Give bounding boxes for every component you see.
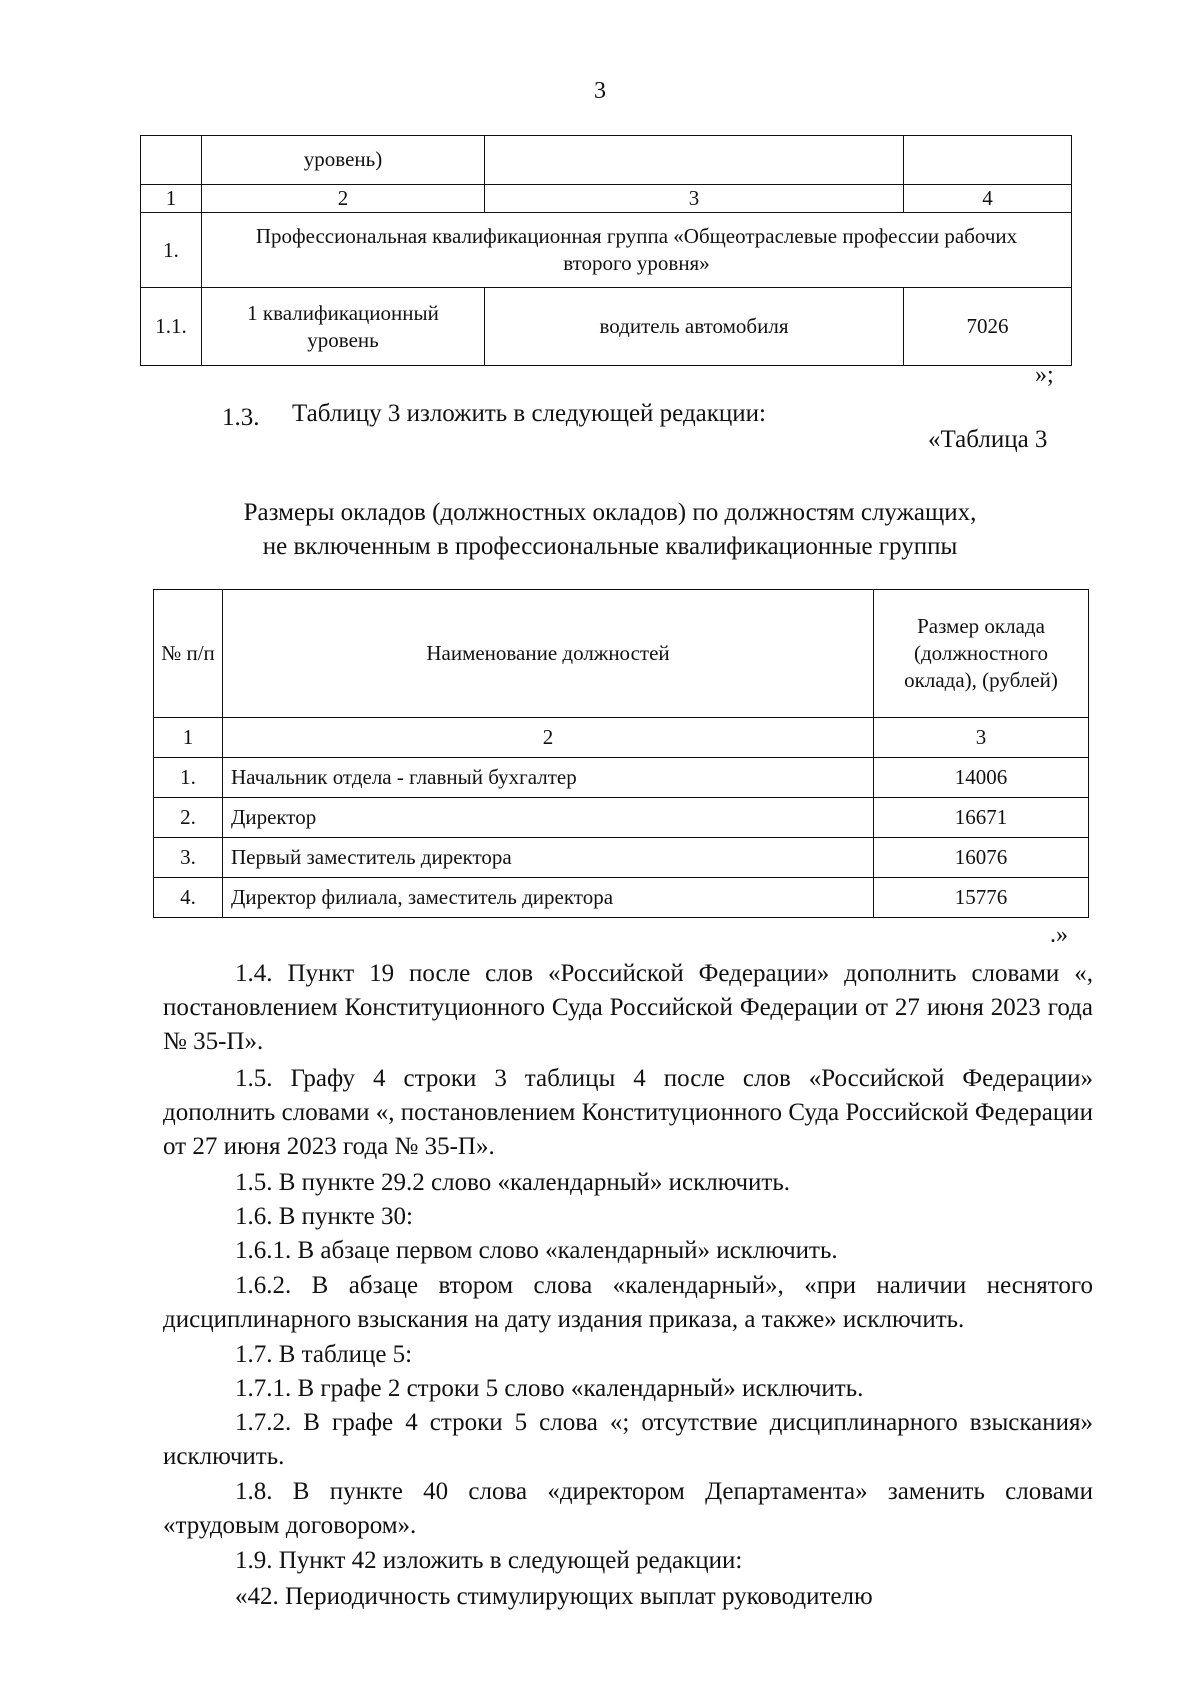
paragraph: «42. Периодичность стимулирующих выплат руководителю	[235, 1583, 873, 1610]
paragraph: 1.5. В пункте 29.2 слово «календарный» исключить.	[235, 1169, 790, 1196]
item-text: Таблицу 3 изложить в следующей редакции:	[292, 400, 766, 427]
table-cell: Начальник отдела - главный бухгалтер	[223, 758, 874, 798]
table-cell: водитель автомобиля	[485, 288, 904, 366]
table-cell: 2	[223, 718, 874, 758]
table-header-cell: № п/п	[154, 590, 223, 718]
table-cell: 1.	[154, 758, 223, 798]
page-number: 3	[594, 78, 606, 104]
table-cell: 3.	[154, 838, 223, 878]
closing-quote: »;	[1035, 362, 1054, 388]
table-cell: 3	[485, 185, 904, 213]
table-cell: 16076	[874, 838, 1089, 878]
table-row	[154, 758, 1089, 798]
table-cell: Первый заместитель директора	[223, 838, 874, 878]
table-cell: 2.	[154, 798, 223, 838]
table-3	[153, 589, 1089, 918]
table-cell: 1	[154, 718, 223, 758]
table-cell: 1.	[141, 213, 202, 288]
table-cell: 15776	[874, 878, 1089, 918]
table-cell: 1	[141, 185, 202, 213]
table-2-continuation	[140, 135, 1072, 366]
table-row	[154, 798, 1089, 838]
table-header-cell: Размер оклада (должностного оклада), (рублей)	[874, 590, 1089, 718]
paragraph: 1.6.1. В абзаце первом слово «календарный» исключить.	[235, 1237, 838, 1264]
paragraph: 1.7. В таблице 5:	[235, 1341, 413, 1368]
table-header-numbers	[154, 718, 1089, 758]
paragraph: 1.6.2. В абзаце втором слова «календарный», «при наличии неснятого дисциплинарного взыскания на дату издания приказа, а также» исключить.	[163, 1272, 1093, 1333]
table-header	[154, 590, 1089, 718]
table-row	[154, 878, 1089, 918]
group-title: Профессиональная квалификационная группа «Общеотраслевые профессии рабочих второго уровня»	[202, 213, 1072, 288]
table-cell: 1 квалификационный уровень	[202, 288, 485, 366]
table-label: «Таблица 3	[928, 426, 1048, 453]
table-cell: уровень)	[202, 136, 485, 185]
paragraph: 1.7.1. В графе 2 строки 5 слово «календарный» исключить.	[235, 1375, 864, 1402]
paragraph: 1.6. В пункте 30:	[235, 1203, 413, 1230]
paragraph: 1.4. Пункт 19 после слов «Российской Федерации» дополнить словами «, постановлением Конституционного Суда Российской Федерации от 27 июня 2023 года № 35-П».	[163, 960, 1093, 1055]
table-header-numbers	[141, 185, 1072, 213]
table-cell: 4	[904, 185, 1072, 213]
paragraph: 1.7.2. В графе 4 строки 5 слова «; отсутствие дисциплинарного взыскания» исключить.	[163, 1409, 1093, 1470]
table-row	[141, 136, 1072, 185]
table-cell: 7026	[904, 288, 1072, 366]
table-cell: 3	[874, 718, 1089, 758]
table-cell: 2	[202, 185, 485, 213]
item-number: 1.3.	[222, 404, 260, 431]
table-cell: 4.	[154, 878, 223, 918]
paragraph: 1.8. В пункте 40 слова «директором Департамента» заменить словами «трудовым договором».	[163, 1478, 1093, 1539]
table-header-cell: Наименование должностей	[223, 590, 874, 718]
table-title: Размеры окладов (должностных окладов) по должностям служащих,	[243, 499, 977, 526]
table-group-row	[141, 213, 1072, 288]
paragraph: 1.5. Графу 4 строки 3 таблицы 4 после слов «Российской Федерации» дополнить словами «, постановлением Конституционного Суда Российской Федерации от 27 июня 2023 года № 35-П».	[163, 1065, 1093, 1160]
closing-quote: .»	[1050, 922, 1068, 948]
table-title: не включенным в профессиональные квалификационные группы	[262, 533, 958, 560]
table-cell: Директор	[223, 798, 874, 838]
table-cell: Директор филиала, заместитель директора	[223, 878, 874, 918]
paragraph: 1.9. Пункт 42 изложить в следующей редакции:	[235, 1547, 743, 1574]
table-cell: 1.1.	[141, 288, 202, 366]
table-row	[141, 288, 1072, 366]
table-row	[154, 838, 1089, 878]
table-cell: 16671	[874, 798, 1089, 838]
table-cell: 14006	[874, 758, 1089, 798]
